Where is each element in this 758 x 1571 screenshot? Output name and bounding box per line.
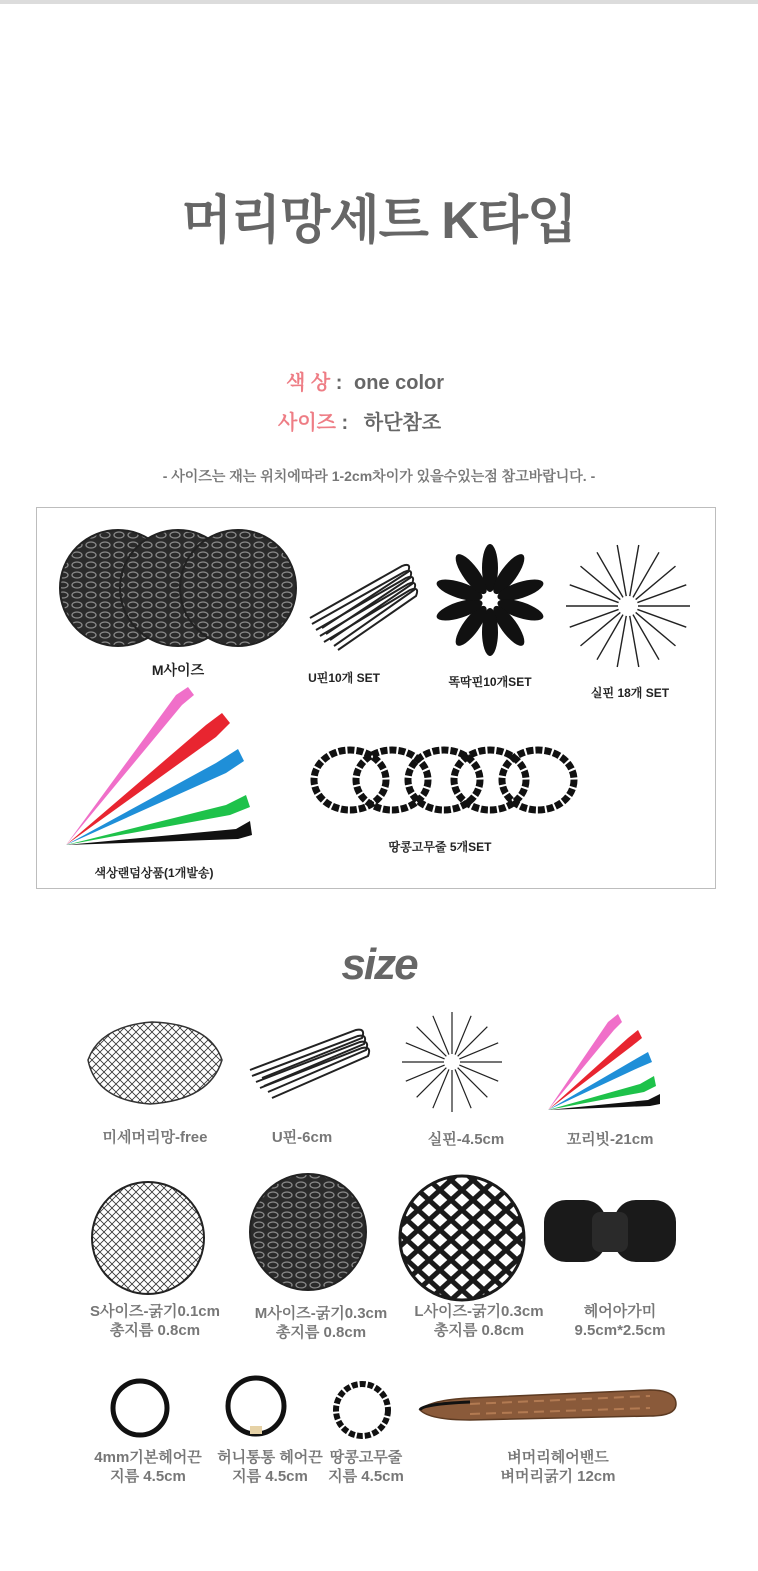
s-size-net-image <box>92 1182 204 1294</box>
size-caption-l-net-line1: L사이즈-굵기0.3cm <box>414 1303 544 1320</box>
bobby-pin-image <box>402 1012 502 1112</box>
size-caption-basic-tie <box>86 1448 210 1486</box>
set-caption-snap: 똑딱핀10개SET <box>448 675 532 689</box>
m-size-net-image <box>60 530 296 646</box>
m-size-net-size-image <box>250 1174 366 1290</box>
u-pin-image <box>250 1030 369 1098</box>
page-title: 머리망세트 K타입 <box>181 192 577 250</box>
set-caption-net: M사이즈 <box>151 662 205 678</box>
spec-separator: : <box>335 372 343 394</box>
set-caption-comb: 색상랜덤상품(1개발송) <box>94 866 214 880</box>
fine-net-image <box>88 1022 222 1104</box>
size-caption-honey-tie-line1: 허니통통 헤어끈 <box>217 1449 323 1466</box>
set-caption-bobby: 실핀 18개 SET <box>590 686 670 700</box>
peanut-tie-set-image <box>314 750 574 810</box>
spec-size-label: 사이즈 <box>278 412 336 434</box>
size-caption-donut <box>550 1302 690 1340</box>
size-caption-upin: U핀-6cm <box>271 1129 333 1146</box>
size-section-title: size <box>341 940 417 989</box>
size-caption-comb: 꼬리빗-21cm <box>566 1131 654 1148</box>
size-caption-braid-line1: 벼머리헤어밴드 <box>507 1449 609 1466</box>
size-caption-m-net-line2: 총지름 0.8cm <box>275 1324 367 1341</box>
size-caption-m-net-line1: M사이즈-굵기0.3cm <box>254 1305 388 1322</box>
size-caption-braid-line2: 벼머리굵기 12cm <box>500 1468 616 1485</box>
size-caption-peanut-tie-line1: 땅콩고무줄 <box>329 1449 403 1466</box>
size-caption-l-net-line2: 총지름 0.8cm <box>433 1322 525 1339</box>
u-pin-set-image <box>310 565 417 650</box>
size-caption-peanut-tie-line2: 지름 4.5cm <box>328 1468 404 1485</box>
set-caption-ties: 땅콩고무줄 5개SET <box>388 840 492 854</box>
l-size-net-image <box>400 1176 524 1300</box>
spec-separator: : <box>341 412 349 434</box>
braid-headband-image <box>420 1390 676 1420</box>
size-caption-s-net-line1: S사이즈-굵기0.1cm <box>90 1303 220 1320</box>
honey-hair-tie-image <box>228 1378 284 1434</box>
basic-hair-tie-image <box>113 1381 167 1435</box>
peanut-hair-tie-image <box>336 1384 388 1436</box>
tail-comb-set-image <box>66 687 252 845</box>
spec-size-value: 하단참조 <box>363 412 442 434</box>
size-caption-basic-tie-line1: 4mm기본헤어끈 <box>94 1449 202 1466</box>
tail-comb-image <box>548 1014 660 1110</box>
size-caption-donut-line1: 헤어아가미 <box>583 1303 657 1320</box>
size-caption-m-net <box>236 1304 406 1342</box>
size-caption-s-net <box>70 1302 240 1340</box>
size-caption-bobby: 실핀-4.5cm <box>427 1131 505 1148</box>
size-caption-basic-tie-line2: 지름 4.5cm <box>110 1468 186 1485</box>
spec-color-label: 색 상 <box>286 372 331 394</box>
hair-donut-image <box>544 1200 676 1262</box>
bobby-pin-set-image <box>566 545 690 667</box>
spec-color-value: one color <box>354 372 445 394</box>
size-caption-l-net <box>394 1302 564 1340</box>
snap-clip-set-image <box>434 544 545 656</box>
size-note: - 사이즈는 재는 위치에따라 1-2cm차이가 있을수있는점 참고바랍니다. - <box>162 468 596 484</box>
size-caption-donut-line2: 9.5cm*2.5cm <box>574 1322 666 1339</box>
set-caption-upin: U핀10개 SET <box>308 671 380 685</box>
size-caption-honey-tie <box>208 1448 332 1486</box>
size-caption-peanut-tie <box>316 1448 416 1486</box>
size-caption-fine-net: 미세머리망-free <box>102 1129 208 1146</box>
size-caption-s-net-line2: 총지름 0.8cm <box>109 1322 201 1339</box>
size-caption-honey-tie-line2: 지름 4.5cm <box>232 1468 308 1485</box>
size-caption-braid <box>478 1448 638 1486</box>
